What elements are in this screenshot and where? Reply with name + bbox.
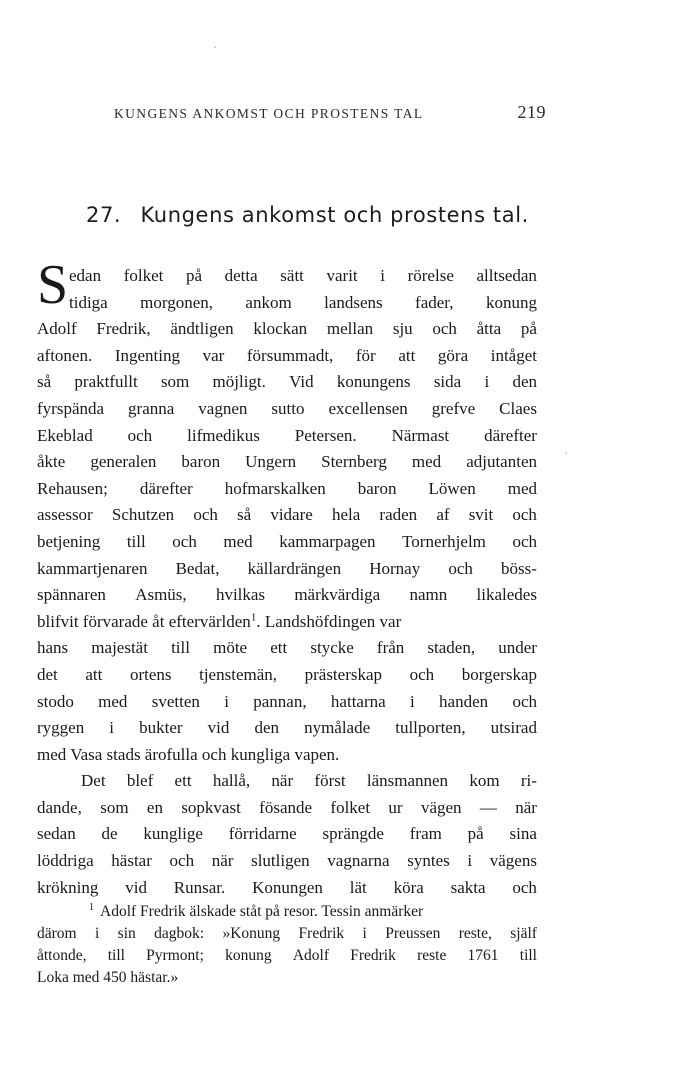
text-line: Adolf Fredrik, ändtligen klockan mellan sju och åtta på	[37, 319, 537, 339]
running-head-title: KUNGENS ANKOMST OCH PROSTENS TAL	[114, 106, 424, 121]
text-line-with-footnote-ref	[37, 609, 537, 636]
chapter-number: 27.	[86, 203, 122, 227]
chapter-heading	[86, 203, 566, 227]
text-fragment: . Landshöfdingen var	[256, 611, 402, 631]
text-line: löddriga hästar och när slutligen vagnarna syntes i vägens	[37, 851, 537, 871]
footnotes	[37, 901, 537, 989]
text-line: Ekeblad och lifmedikus Petersen. Närmast därefter	[37, 425, 537, 445]
text-line: sedan de kunglige förridarne sprängde fram på sina	[37, 824, 537, 844]
text-line: edan folket på detta sätt varit i rörelse alltsedan	[69, 266, 537, 285]
text-line: assessor Schutzen och så vidare hela raden af svit och	[37, 505, 537, 525]
paper-speck	[214, 46, 216, 48]
footnote-line: åttonde, till Pyrmont; konung Adolf Fredrik reste 1761 till	[37, 947, 537, 964]
text-line: betjening till och med kammarpagen Tornerhjelm och	[37, 531, 537, 551]
paper-speck	[565, 452, 567, 454]
text-line: Rehausen; därefter hofmarskalken baron Löwen med	[37, 478, 537, 498]
body-text	[37, 254, 537, 901]
text-line: ryggen i bukter vid den nymålade tullporten, utsirad	[37, 718, 537, 738]
text-line: tidiga morgonen, ankom landsens fader, konung	[69, 292, 537, 312]
text-line: det att ortens tjenstemän, prästerskap och borgerskap	[37, 664, 537, 684]
page-number: 219	[517, 102, 546, 122]
text-fragment: blifvit förvarade åt eftervärlden	[37, 611, 251, 631]
text-line: aftonen. Ingenting var försummadt, för att göra intåget	[37, 345, 537, 365]
footnote-line: Loka med 450 hästar.»	[37, 969, 179, 986]
running-head	[114, 104, 546, 126]
footnote-line	[37, 901, 537, 923]
text-line: så praktfullt som möjligt. Vid konungens sida i den	[37, 372, 537, 392]
footnote-line: därom i sin dagbok: »Konung Fredrik i Preussen reste, själf	[37, 925, 537, 942]
drop-cap: S	[37, 254, 69, 316]
text-line: åkte generalen baron Ungern Sternberg med adjutanten	[37, 452, 537, 472]
text-line: stodo med svetten i pannan, hattarna i handen och	[37, 691, 537, 711]
text-line: spännaren Asmüs, hvilkas märkvärdiga namn likaledes	[37, 585, 537, 605]
footnote-marker: 1	[89, 901, 94, 913]
text-line: med Vasa stads ärofulla och kungliga vapen.	[37, 744, 340, 764]
text-line: kammartjenaren Bedat, källardrängen Hornay och böss-	[37, 558, 537, 578]
text-line: dande, som en sopkvast fösande folket ur vägen — när	[37, 797, 537, 817]
footnote-text: Adolf Fredrik älskade ståt på resor. Tessin anmärker	[100, 903, 424, 920]
text-line: Det blef ett hallå, när först länsmannen kom ri-	[81, 771, 537, 791]
text-line: krökning vid Runsar. Konungen lät köra sakta och	[37, 877, 537, 897]
chapter-title: Kungens ankomst och prostens tal.	[140, 203, 529, 227]
text-line: fyrspända granna vagnen sutto excellensen grefve Claes	[37, 398, 537, 418]
footnote-ref: 1	[250, 611, 257, 624]
text-line: hans majestät till möte ett stycke från staden, under	[37, 638, 537, 658]
